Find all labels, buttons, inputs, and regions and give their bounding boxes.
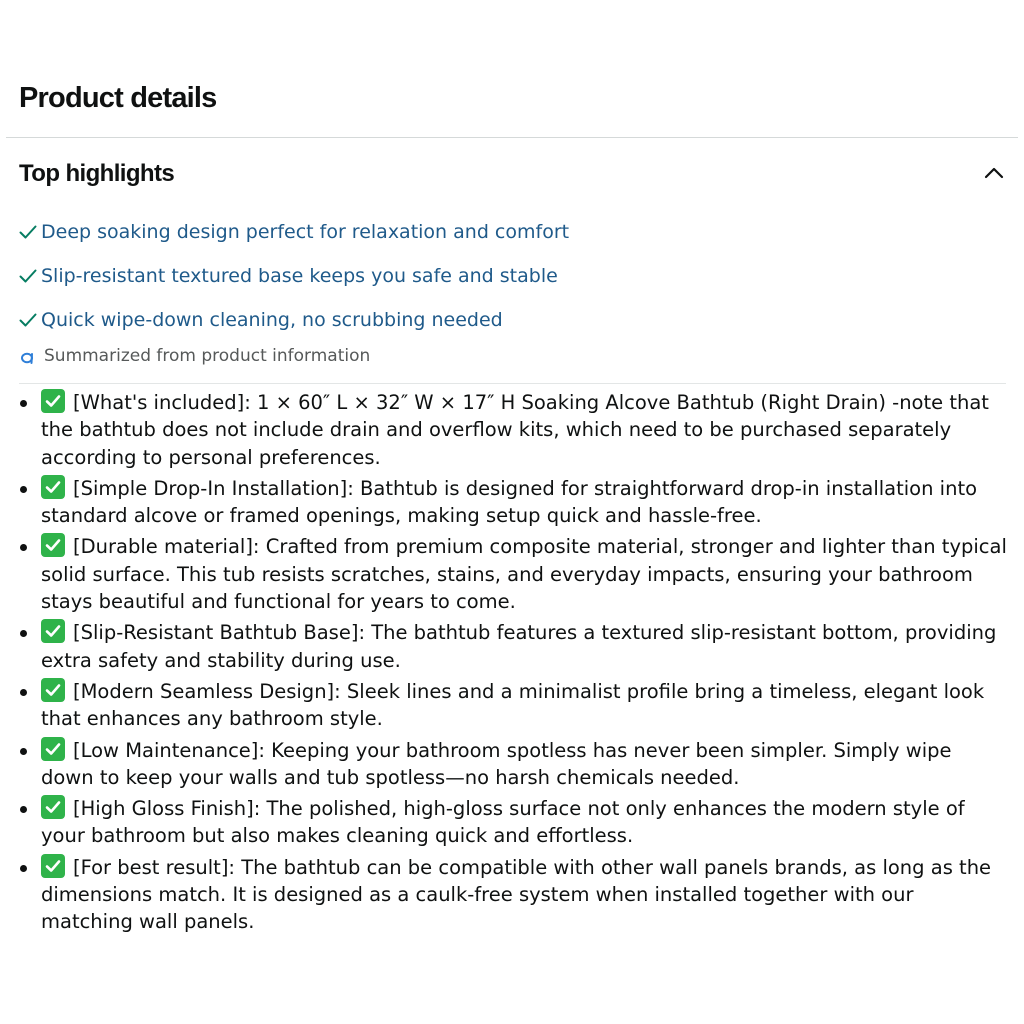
product-details-title: Product details xyxy=(19,82,217,114)
check-mark-emoji-icon xyxy=(41,619,65,643)
check-mark-emoji-icon xyxy=(41,533,65,557)
bullet-icon xyxy=(20,400,27,407)
feature-text: [Modern Seamless Design]: Sleek lines and a minimalist profile bring a timeless, elegant look that enhances any bathroom style. xyxy=(41,679,985,731)
bullet-icon xyxy=(20,630,27,637)
bullet-icon xyxy=(20,806,27,813)
highlight-text: Deep soaking design perfect for relaxation and comfort xyxy=(41,221,570,243)
chevron-up-icon[interactable] xyxy=(981,160,1007,186)
feature-item xyxy=(19,795,1009,850)
check-mark-emoji-icon xyxy=(41,389,65,413)
bullet-icon xyxy=(20,865,27,872)
check-icon xyxy=(18,310,38,330)
bullet-icon xyxy=(20,748,27,755)
highlight-text: Quick wipe-down cleaning, no scrubbing needed xyxy=(41,309,503,331)
bullet-icon xyxy=(20,486,27,493)
feature-text: [Low Maintenance]: Keeping your bathroom spotless has never been simpler. Simply wipe down to keep your walls and tub spotless—no harsh chemicals needed. xyxy=(41,738,952,789)
highlight-item xyxy=(18,298,569,342)
summary-note-text: Summarized from product information xyxy=(44,346,371,366)
section-divider xyxy=(6,137,1018,138)
ai-sparkle-icon xyxy=(19,348,36,365)
check-mark-emoji-icon xyxy=(41,678,65,702)
feature-item xyxy=(19,737,1009,792)
highlight-item xyxy=(18,210,569,254)
feature-bullet-list xyxy=(19,389,1009,940)
highlight-item xyxy=(18,254,569,298)
feature-item xyxy=(19,619,1009,674)
feature-item xyxy=(19,389,1009,471)
check-icon xyxy=(18,266,38,286)
feature-text: [For best result]: The bathtub can be compatible with other wall panels brands, as long as the dimensions match. It is designed as a caulk-free system when installed together with our matching wall panels. xyxy=(41,855,992,934)
feature-item xyxy=(19,533,1009,615)
feature-item xyxy=(19,678,1009,733)
top-highlights-title: Top highlights xyxy=(19,160,175,187)
check-mark-emoji-icon xyxy=(41,737,65,761)
feature-text: [Durable material]: Crafted from premium composite material, stronger and lighter than typical solid surface. This tub resists scratches, stains, and everyday impacts, ensuring your bathroom stays beautiful and functional for years to come. xyxy=(41,535,1007,614)
check-mark-emoji-icon xyxy=(41,854,65,878)
section-divider xyxy=(19,383,1006,384)
ai-summary-note xyxy=(19,343,370,369)
top-highlights-list xyxy=(18,210,569,342)
feature-text: [Simple Drop-In Installation]: Bathtub is designed for straightforward drop-in installation into standard alcove or framed openings, making setup quick and hassle-free. xyxy=(41,476,978,528)
feature-text: [What's included]: 1 × 60″ L × 32″ W × 17″ H Soaking Alcove Bathtub (Right Drain) -note that the bathtub does not include drain and overflow kits, which need to be purchased separately according to personal preferences. xyxy=(41,391,989,469)
top-highlights-header[interactable] xyxy=(19,156,1013,192)
bullet-icon xyxy=(20,544,27,551)
feature-text: [Slip-Resistant Bathtub Base]: The bathtub features a textured slip-resistant bottom, providing extra safety and stability during use. xyxy=(41,621,997,672)
check-icon xyxy=(18,222,38,242)
highlight-text: Slip-resistant textured base keeps you safe and stable xyxy=(41,265,558,287)
check-mark-emoji-icon xyxy=(41,475,65,499)
check-mark-emoji-icon xyxy=(41,795,65,819)
bullet-icon xyxy=(20,689,27,696)
feature-text: [High Gloss Finish]: The polished, high-gloss surface not only enhances the modern style of your bathroom but also makes cleaning quick and effortless. xyxy=(41,797,965,848)
feature-item xyxy=(19,475,1009,530)
feature-item xyxy=(19,854,1009,936)
